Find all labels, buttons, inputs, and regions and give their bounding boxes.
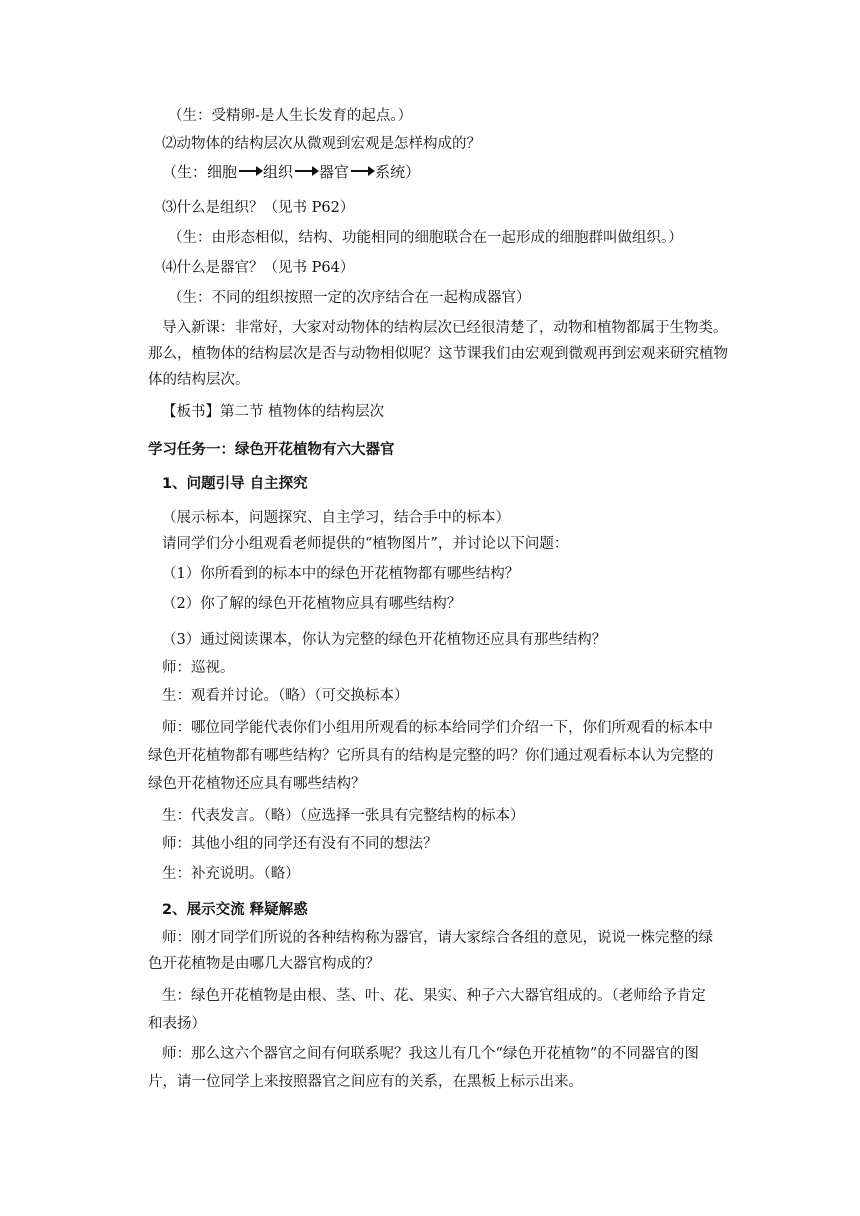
question-item-1: （1）你所看到的标本中的绿色开花植物都有哪些结构？ (162, 566, 520, 582)
teacher-line-organs-2: 色开花植物是由哪几大器官构成的？ (148, 956, 380, 972)
task-instruction: 请同学们分小组观看老师提供的“植物图片”，并讨论以下问题： (162, 536, 569, 552)
answer-zygote: （生：受精卵-是人生长发育的起点。） (168, 108, 413, 124)
teacher-line-relation-2: 片，请一位同学上来按照器官之间应有的关系，在黑板上标示出来。 (148, 1074, 583, 1090)
question-3: ⑶什么是组织？（见书 P62） (162, 200, 355, 216)
arrow-right-icon (351, 170, 373, 172)
answer-tissue: （生：由形态相似，结构、功能相同的细胞联合在一起形成的细胞群叫做组织。） (168, 230, 683, 246)
teacher-line-others: 师：其他小组的同学还有没有不同的想法？ (162, 836, 438, 852)
teacher-line-ask-3: 绿色开花植物还应具有哪些结构？ (148, 776, 366, 792)
flow-step-system: 系统） (375, 162, 421, 181)
arrow-right-icon (295, 170, 317, 172)
teacher-line-relation-1: 师：那么这六个器官之间有何联系呢？我这儿有几个“绿色开花植物”的不同器官的图 (162, 1046, 699, 1062)
question-4: ⑷什么是器官？（见书 P64） (162, 260, 355, 276)
flow-step-cell: 细胞 (207, 162, 238, 181)
answer-organ: （生：不同的组织按照一定的次序结合在一起构成器官） (168, 290, 531, 306)
flow-step-organ: 器官 (319, 162, 350, 181)
intro-line-1: 导入新课：非常好，大家对动物体的结构层次已经很清楚了，动物和植物都属于生物类。 (162, 320, 728, 336)
student-line-speak: 生：代表发言。（略）（应选择一张具有完整结构的标本） (162, 808, 525, 824)
section-1-heading: 1、问题引导 自主探究 (162, 476, 308, 492)
flow-open: （生： (162, 162, 208, 181)
student-line-supplement: 生：补充说明。（略） (162, 866, 300, 882)
intro-line-2: 那么，植物体的结构层次是否与动物相似呢？这节课我们由宏观到微观再到宏观来研究植物 (148, 346, 728, 362)
board-heading: 【板书】第二节 植物体的结构层次 (162, 404, 385, 420)
question-item-2: （2）你了解的绿色开花植物应具有哪些结构？ (162, 596, 462, 612)
question-2: ⑵动物体的结构层次从微观到宏观是怎样构成的？ (162, 136, 481, 152)
flow-step-tissue: 组织 (263, 162, 294, 181)
section-2-heading: 2、展示交流 释疑解惑 (162, 902, 308, 918)
teacher-line-patrol: 师：巡视。 (162, 660, 235, 676)
student-line-six-organs-1: 生：绿色开花植物是由根、茎、叶、花、果实、种子六大器官组成的。（老师给予肯定 (162, 988, 706, 1004)
task-note: （展示标本，问题探究、自主学习，结合手中的标本） (162, 510, 510, 526)
intro-line-3: 体的结构层次。 (148, 372, 250, 388)
flow-diagram (162, 160, 420, 182)
task-one-heading: 学习任务一：绿色开花植物有六大器官 (148, 442, 395, 458)
teacher-line-organs-1: 师：刚才同学们所说的各种结构称为器官，请大家综合各组的意见，说说一株完整的绿 (162, 930, 713, 946)
question-item-3: （3）通过阅读课本，你认为完整的绿色开花植物还应具有那些结构？ (162, 632, 607, 648)
teacher-line-ask-1: 师：哪位同学能代表你们小组用所观看的标本给同学们介绍一下，你们所观看的标本中 (162, 720, 713, 736)
teacher-line-ask-2: 绿色开花植物都有哪些结构？它所具有的结构是完整的吗？你们通过观看标本认为完整的 (148, 748, 714, 764)
arrow-right-icon (239, 170, 261, 172)
student-line-observe: 生：观看并讨论。（略）（可交换标本） (162, 688, 409, 704)
student-line-six-organs-2: 和表扬） (148, 1016, 206, 1032)
